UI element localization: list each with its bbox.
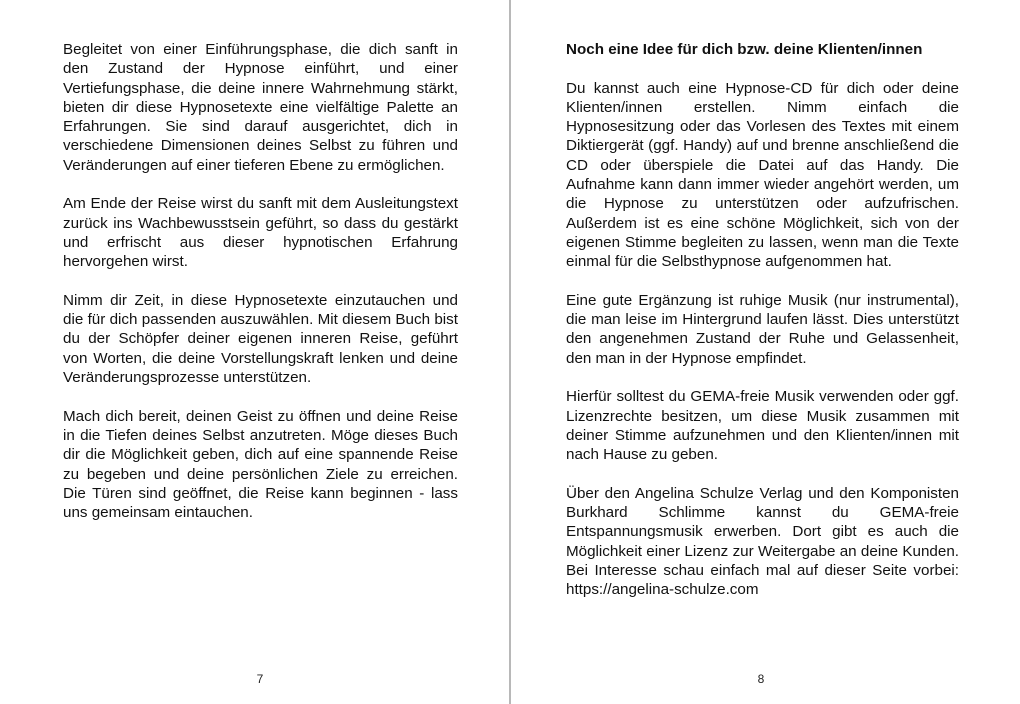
section-heading: Noch eine Idee für dich bzw. deine Klienten/innen	[566, 41, 923, 58]
right-paragraph-4: Über den Angelina Schulze Verlag und den Komponisten Burkhard Schlimme kannst du GEMA-freie Entspannungsmusik erwerben. Dort gibt es auch die Möglichkeit einer Lizenz zur Weitergabe an deine Kunden. Bei Interesse schau einfach mal auf dieser Seite vorbei: https://angelina-schulze.com	[566, 484, 959, 599]
left-page	[0, 0, 509, 704]
left-paragraph-3: Nimm dir Zeit, in diese Hypnosetexte einzutauchen und die für dich passenden auszuwählen. Mit diesem Buch bist du der Schöpfer deiner eigenen inneren Reise, geführt von Worten, die deine Vorstellungskraft lenken und deine Veränderungsprozesse unterstützen.	[63, 291, 458, 387]
left-paragraph-2: Am Ende der Reise wirst du sanft mit dem Ausleitungstext zurück ins Wachbewusstsein geführt, so dass du gestärkt und erfrischt aus dieser hypnotischen Erfahrung hervorgehen wirst.	[63, 195, 458, 271]
right-paragraph-2: Eine gute Ergänzung ist ruhige Musik (nur instrumental), die man leise im Hintergrund laufen lässt. Dies unterstützt den angenehmen Zustand der Ruhe und Gelassenheit, den man in der Hypnose empfindet.	[566, 291, 959, 367]
left-page-number: 7	[256, 672, 264, 686]
right-paragraph-1: Du kannst auch eine Hypnose-CD für dich oder deine Klienten/innen erstellen. Nimm einfach die Hypnosesitzung oder das Vorlesen des Textes mit einem Diktiergerät (ggf. Handy) auf und brenne anschließend die CD oder überspiele die Datei auf das Handy. Die Aufnahme kann dann immer wieder angehört werden, um die Hypnose zu unterstützen oder aufzufrischen. Außerdem ist es eine schöne Möglichkeit, sich von der eigenen Stimme begleiten zu lassen, wenn man die Texte einmal für die Selbsthypnose aufgenommen hat.	[566, 79, 959, 271]
left-paragraph-4: Mach dich bereit, deinen Geist zu öffnen und deine Reise in die Tiefen deines Selbst anzutreten. Möge dieses Buch dir die Möglichkeit geben, dich auf eine spannende Reise zu begeben und deine persönlichen Ziele zu erreichen. Die Türen sind geöffnet, die Reise kann beginnen - lass uns gemeinsam eintauchen.	[63, 407, 458, 522]
right-page-number: 8	[757, 672, 765, 686]
right-page	[511, 0, 1020, 704]
left-page-text	[63, 40, 458, 542]
right-paragraph-3: Hierfür solltest du GEMA-freie Musik verwenden oder ggf. Lizenzrechte besitzen, um diese Musik zusammen mit deiner Stimme aufzunehmen und den Klienten/innen mit nach Hause zu geben.	[566, 388, 959, 464]
left-paragraph-1: Begleitet von einer Einführungsphase, die dich sanft in den Zustand der Hypnose einführt, und einer Vertiefungsphase, die deine innere Wahrnehmung stärkt, bieten dir diese Hypnosetexte eine vielfältige Palette an Erfahrungen. Sie sind darauf ausgerichtet, dich in verschiedene Dimensionen deines Selbst zu führen und Veränderungen auf einer tieferen Ebene zu ermöglichen.	[63, 41, 458, 174]
right-page-text	[566, 40, 959, 619]
